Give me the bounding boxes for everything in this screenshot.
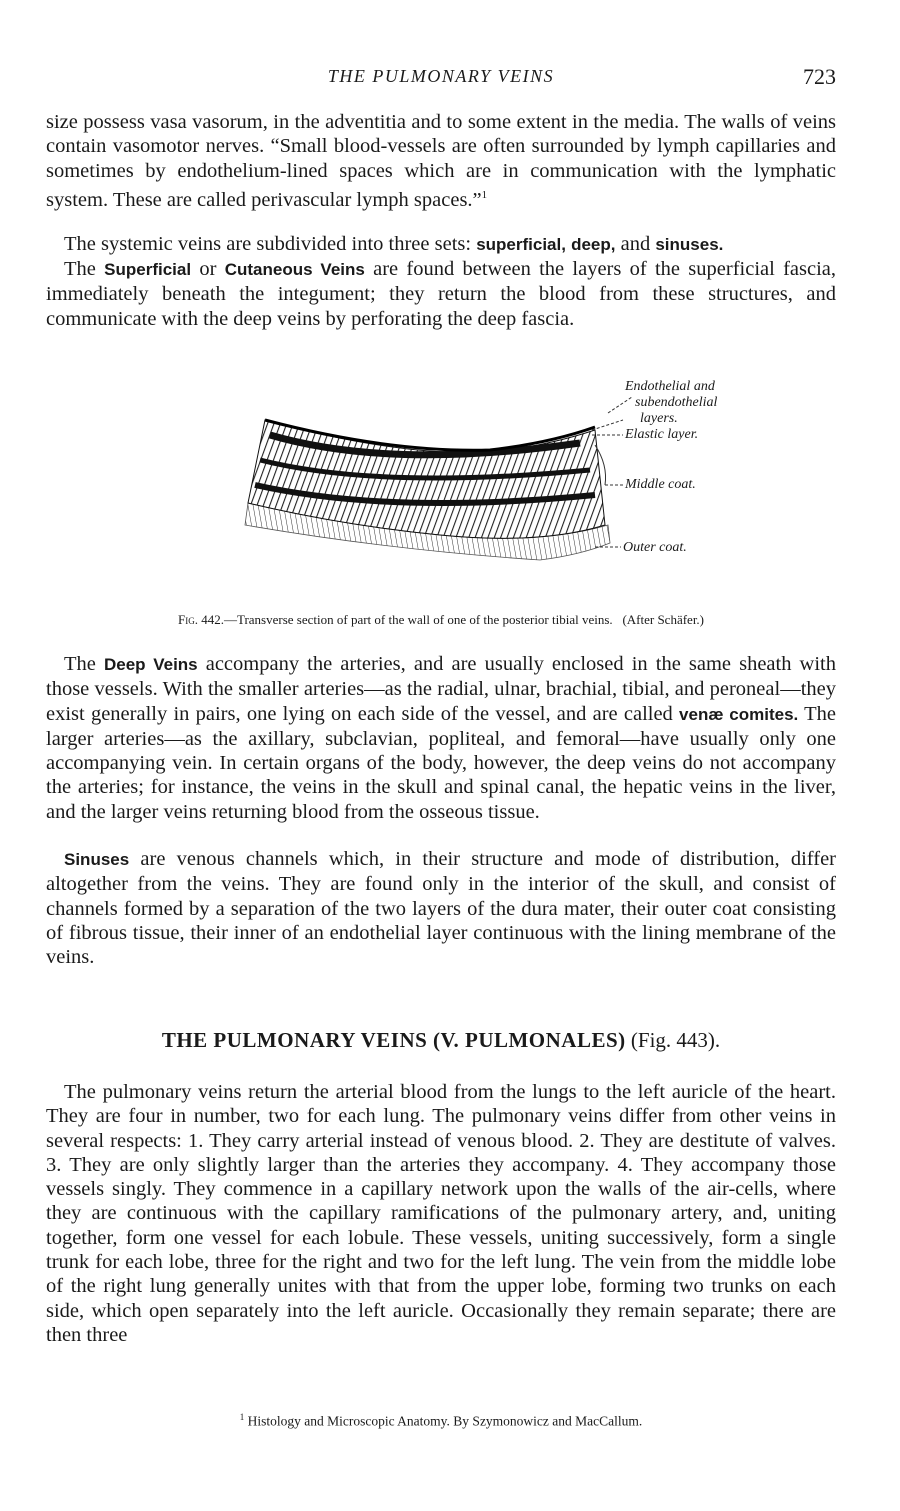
footnote-reference: 1: [481, 188, 488, 201]
paragraph-text: are found between the layers of the superficial fascia, immediately beneath the integument; they return the blood from these structures, and communicate with the deep veins by perforating the deep fascia.: [46, 258, 837, 330]
paragraph-text: or: [191, 258, 225, 280]
caption-figure-number: Fig. 442.: [177, 612, 224, 627]
figure-caption: [46, 612, 836, 628]
label-elastic-layer: Elastic layer.: [625, 427, 699, 442]
paragraph-text: size possess vasa vasorum, in the adventitia and to some extent in the media. The walls of veins contain vasomotor nerves. “Small blood-vessels are often surrounded by lymph capillaries and sometimes by endothelium-lined spaces which are in communication with the lymphatic system. These are called perivascular lymph spaces.”: [46, 111, 836, 211]
footnote-text: Histology and Microscopic Anatomy. By Szymonowicz and MacCallum.: [244, 1413, 643, 1429]
paragraph-vasa-vasorum: [46, 110, 836, 212]
paragraph-text: The: [64, 258, 105, 280]
paragraph-sinuses: [46, 847, 836, 969]
section-figure-reference: (Fig. 443).: [625, 1028, 721, 1052]
paragraph-text: and: [615, 233, 656, 255]
paragraph-text: The systemic veins are subdivided into three sets:: [64, 233, 477, 255]
term-venae-comites: venæ comites.: [679, 704, 799, 724]
term-superficial: superficial,: [476, 235, 566, 254]
term-sinuses: Sinuses: [64, 850, 130, 869]
footnote-mark: 1: [239, 1412, 245, 1422]
footnote: [46, 1412, 836, 1430]
label-endothelial: Endothelial and: [625, 379, 715, 394]
paragraph-text: are venous channels which, in their structure and mode of distribution, differ altogether from the veins. They are found only in the interior of the skull, and consist of channels formed by a separation of the two layers of the dura mater, their outer coat consisting of fibrous tissue, their inner of an endothelial layer continuous with the lining membrane of the veins.: [46, 848, 836, 969]
term-superficial-veins: Superficial: [104, 260, 192, 279]
section-heading: [46, 1028, 836, 1053]
paragraph-deep-veins: [46, 652, 836, 824]
label-layers: layers.: [640, 411, 678, 426]
paragraph-text: The pulmonary veins return the arterial blood from the lungs to the left auricle of the heart. They are four in number, two for each lung. The pulmonary veins differ from other veins in several respects: 1. They carry arterial instead of venous blood. 2. They are destitute of valves. 3. They are only slightly larger than the arteries they accompany. 4. They accompany those vessels singly. They commence in a capillary network upon the walls of the air-cells, where they are continuous with the capillary ramifications of the pulmonary artery, and, uniting together, form one vessel for each lobule. These vessels, uniting successively, form a single trunk for each lobe, three for the right and two for the left lung. The vein from the middle lobe of the right lung generally unites with that from the upper lobe, forming two trunks on each side, which open separately into the left auricle. Occasionally they remain separate; there are then three: [46, 1081, 836, 1346]
term-deep-veins: Deep Veins: [103, 655, 198, 674]
label-middle-coat: Middle coat.: [625, 477, 696, 492]
paragraph-text: accompany the arteries, and are usually enclosed in the same sheath with those vessels. With the smaller arteries—as the radial, ulnar, brachial, tibial, and peroneal—they exist generally in pairs, one lying on each side of the vessel, and are called: [46, 653, 836, 725]
term-sinuses: sinuses.: [655, 235, 724, 254]
paragraph-systemic-veins: [46, 232, 836, 257]
running-head: [46, 62, 836, 92]
label-subendothelial: subendothelial: [635, 395, 718, 410]
caption-source: (After Schäfer.): [622, 612, 705, 627]
label-outer-coat: Outer coat.: [623, 540, 687, 555]
paragraph-pulmonary-veins: [46, 1080, 836, 1347]
caption-text: —Transverse section of part of the wall of one of the posterior tibial veins.: [223, 612, 613, 627]
section-title: THE PULMONARY VEINS (V. PULMONALES): [161, 1028, 626, 1052]
paragraph-superficial-veins: [46, 257, 836, 331]
term-deep: deep,: [571, 235, 616, 254]
figure-442: [240, 375, 760, 590]
paragraph-text: The larger arteries—as the axillary, subclavian, popliteal, and femoral—have usually only one accompanying vein. In certain organs of the body, however, the deep veins do not accompany the arteries; for instance, the veins in the skull and spinal canal, the hepatic veins in the liver, and the larger veins returning blood from the osseous tissue.: [46, 702, 836, 823]
running-head-title: THE PULMONARY VEINS: [327, 66, 555, 86]
page-number: 723: [803, 64, 836, 89]
term-cutaneous-veins: Cutaneous Veins: [224, 260, 365, 279]
paragraph-text: The: [64, 653, 104, 675]
